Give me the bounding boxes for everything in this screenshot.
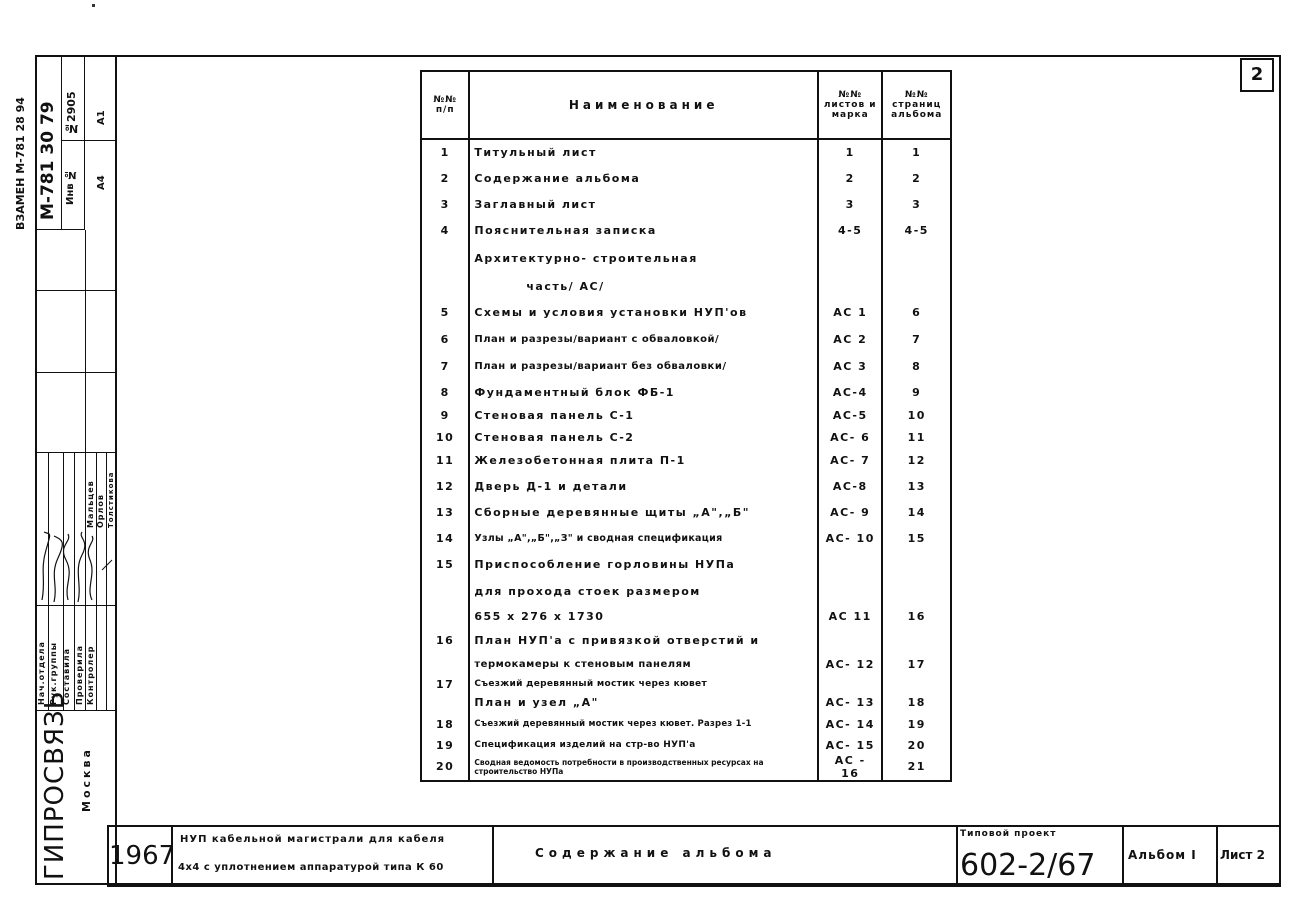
role-ruk-gruppy: Рук.группы (49, 642, 58, 705)
table-row: для прохода стоек размером (421, 577, 951, 605)
typical-project-label: Типовой проект (960, 829, 1057, 839)
table-row: 4 Пояснительная записка 4-5 4-5 (421, 217, 951, 243)
title-block-year: 1967 (107, 825, 173, 887)
table-row: 8 Фундаментный блок ФБ-1 АС-4 9 (421, 380, 951, 404)
sheet-format-a4: А4 (96, 175, 107, 190)
doc-number: М-781 30 79 (38, 101, 58, 220)
table-row: часть/ АС/ (421, 273, 951, 299)
header-name: Наименование (469, 71, 818, 139)
table-row: 655 x 276 x 1730 АС 11 16 (421, 605, 951, 627)
table-row: 1 Титульный лист 1 1 (421, 139, 951, 165)
table-row: 14 Узлы „А",„Б",„З" и сводная спецификация АС- 10 15 (421, 525, 951, 551)
organization-city: Москва (80, 747, 93, 812)
sheet-number-box: 2 (1240, 58, 1274, 92)
project-line-2: 4x4 с уплотнением аппаратурой типа К 60 (178, 862, 444, 873)
table-header-row (421, 71, 951, 139)
table-row: 11 Железобетонная плита П-1 АС- 7 12 (421, 448, 951, 473)
table-row: 6 План и разрезы/вариант с обваловкой/ АС 2 7 (421, 326, 951, 353)
name-tolstikova: Толстикова (107, 471, 115, 528)
table-row: 2 Содержание альбома 2 2 (421, 165, 951, 191)
table-row: 7 План и разрезы/вариант без обваловки/ АС 3 8 (421, 353, 951, 380)
name-orlov: Орлов (96, 494, 105, 528)
table-row: 9 Стеновая панель С-1 АС-5 10 (421, 404, 951, 426)
album-label: Альбом I (1128, 848, 1197, 862)
table-row: 19 Спецификация изделий на стр-во НУП'а АС- 15 20 (421, 737, 951, 753)
table-row: 3 Заглавный лист 3 3 (421, 191, 951, 217)
table-row: 17 Съезжий деревянный мостик через кювет (421, 675, 951, 693)
table-row: 5 Схемы и условия установки НУП'ов АС 1 6 (421, 299, 951, 326)
project-number: 602-2/67 (960, 848, 1096, 883)
project-line-1: НУП кабельной магистрали для кабеля (180, 834, 446, 845)
name-maltsev: Мальцев (86, 480, 95, 528)
contents-table (420, 70, 952, 782)
role-kontroler: Контролер (86, 645, 95, 705)
table-row: 20 Сводная ведомость потребности в производственных ресурсах на строительство НУПа АС - 16 21 (421, 753, 951, 781)
header-page: №№ страниц альбома (882, 71, 951, 139)
table-row: термокамеры к стеновым панелям АС- 12 17 (421, 653, 951, 675)
sheet-format-a1: А1 (96, 110, 107, 125)
table-row: 10 Стеновая панель С-2 АС- 6 11 (421, 426, 951, 448)
sheet-label: Лист 2 (1220, 848, 1265, 862)
table-row: 13 Сборные деревянные щиты „А",„Б" АС- 9 14 (421, 499, 951, 525)
header-num: №№ п/п (421, 71, 469, 139)
table-row: 18 Съезжий деревянный мостик через кювет. Разрез 1-1 АС- 14 19 (421, 711, 951, 737)
sheet-title: Содержание альбома (535, 846, 777, 860)
inventory-label: Инв № (65, 168, 76, 205)
role-sostavila: Составила (62, 647, 71, 705)
table-row: 12 Дверь Д-1 и детали АС-8 13 (421, 473, 951, 499)
organization-name: ГИПРОСВЯЗЬ (40, 690, 70, 880)
table-row: Архитектурно- строительная (421, 243, 951, 273)
role-nach-otdela: Нач.отдела (37, 641, 46, 705)
table-row: План и узел „А" АС- 13 18 (421, 693, 951, 711)
replaces-text: ВЗАМЕН М-781 28 94 (14, 97, 27, 230)
table-row: 16 План НУП'а с привязкой отверстий и (421, 627, 951, 653)
scan-mark (92, 4, 95, 7)
header-mark: №№ листов и марка (818, 71, 882, 139)
role-proverila: Проверила (75, 645, 84, 705)
handwritten-signatures (38, 530, 118, 605)
inventory-number: №2905 (65, 91, 78, 135)
table-row: 15 Приспособление горловины НУПа (421, 551, 951, 577)
